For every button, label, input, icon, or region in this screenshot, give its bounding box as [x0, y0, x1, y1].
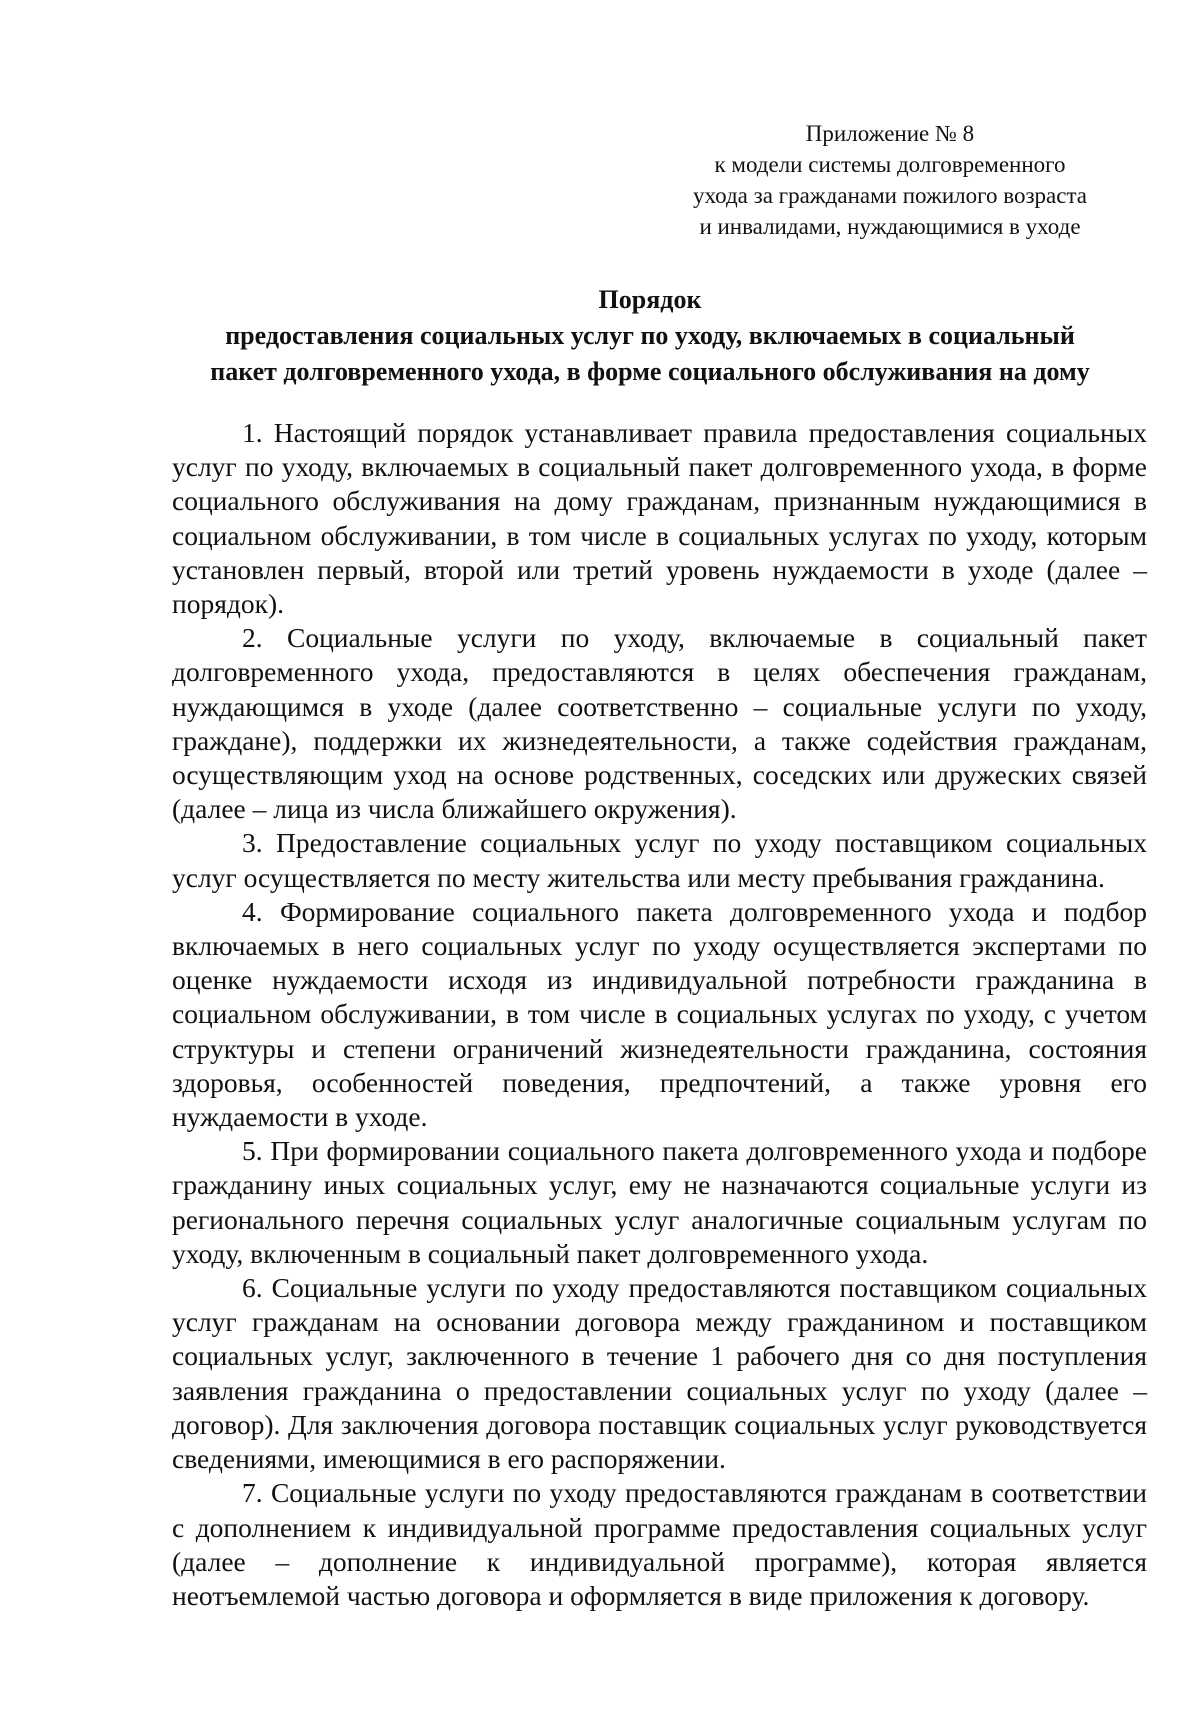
title-heading: Порядок — [598, 285, 702, 314]
appendix-header — [600, 118, 1180, 242]
paragraph-7: 7. Социальные услуги по уходу предоставляются гражданам в соответствии с дополнением к индивидуальной программе предоставления социальных услуг (далее – дополнение к индивидуальной программе), которая является неотъемлемой частью договора и оформляется в виде приложения к договору. — [172, 1477, 1147, 1611]
document-title — [150, 282, 1150, 390]
paragraph-5: 5. При формировании социального пакета долговременного ухода и подборе гражданину иных социальных услуг, ему не назначаются социальные услуги из регионального перечня социальных услуг аналогичные социальным услугам по уходу, включенным в социальный пакет долговременного ухода. — [172, 1135, 1147, 1269]
title-subtitle-line-2: пакет долговременного ухода, в форме социального обслуживания на дому — [210, 357, 1090, 386]
appendix-line-model: к модели системы долговременного — [714, 152, 1066, 177]
paragraph-2: 2. Социальные услуги по уходу, включаемые в социальный пакет долговременного ухода, предоставляются в целях обеспечения гражданам, нуждающимся в уходе (далее соответственно – социальные услуги по уходу, граждане), поддержки их жизнедеятельности, а также содействия гражданам, осуществляющим уход на основе родственных, соседских или дружеских связей (далее – лица из числа ближайшего окружения). — [172, 622, 1147, 825]
appendix-line-number: Приложение № 8 — [805, 121, 975, 146]
appendix-line-care: ухода за гражданами пожилого возраста — [692, 183, 1087, 208]
paragraph-1: 1. Настоящий порядок устанавливает правила предоставления социальных услуг по уходу, включаемых в социальный пакет долговременного ухода, в форме социального обслуживания на дому гражданам, признанным нуждающимися в социальном обслуживании, в том числе в социальных услугах по уходу, которым установлен первый, второй или третий уровень нуждаемости в уходе (далее – порядок). — [172, 417, 1147, 620]
paragraph-3: 3. Предоставление социальных услуг по уходу поставщиком социальных услуг осуществляется по месту жительства или месту пребывания гражданина. — [172, 827, 1147, 893]
paragraph-6: 6. Социальные услуги по уходу предоставляются поставщиком социальных услуг гражданам на основании договора между гражданином и поставщиком социальных услуг, заключенного в течение 1 рабочего дня со дня поступления заявления гражданина о предоставлении социальных услуг по уходу (далее – договор). Для заключения договора поставщик социальных услуг руководствуется сведениями, имеющимися в его распоряжении. — [172, 1272, 1147, 1475]
appendix-line-disabled: и инвалидами, нуждающимися в уходе — [699, 214, 1081, 239]
paragraph-4: 4. Формирование социального пакета долговременного ухода и подбор включаемых в него социальных услуг по уходу осуществляется экспертами по оценке нуждаемости исходя из индивидуальной потребности гражданина в социальном обслуживании, в том числе в социальных услугах по уходу, с учетом структуры и степени ограничений жизнедеятельности гражданина, состояния здоровья, особенностей поведения, предпочтений, а также уровня его нуждаемости в уходе. — [172, 895, 1147, 1133]
title-subtitle-line-1: предоставления социальных услуг по уходу, включаемых в социальный — [225, 321, 1075, 350]
document-body — [172, 416, 1147, 1613]
